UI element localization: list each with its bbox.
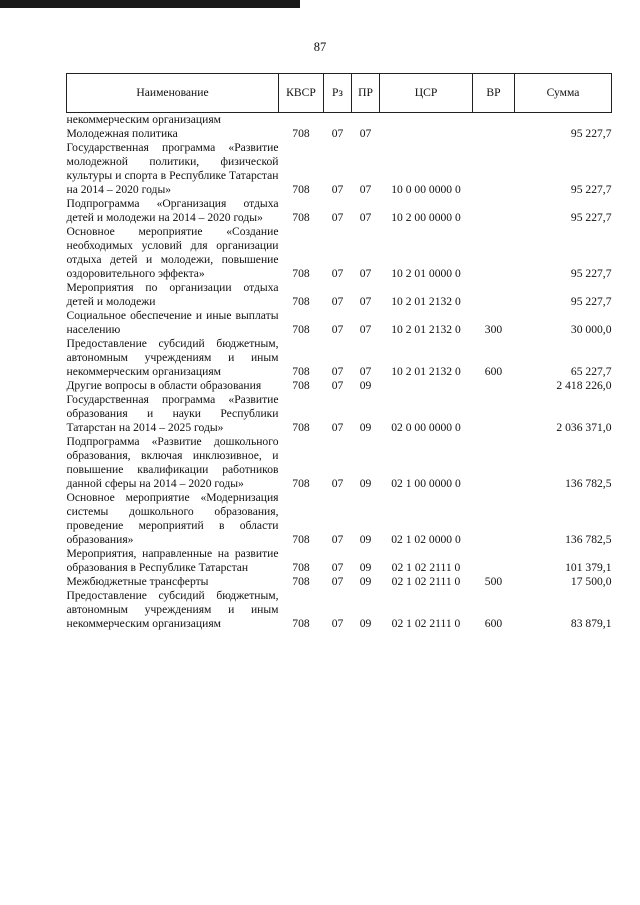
cell-rz: 07 [331, 267, 344, 280]
cell-vr [473, 127, 515, 141]
cell-rz: 07 [331, 323, 344, 336]
cell-name: Социальное обеспечение и иные выплаты населению [66, 309, 279, 336]
cell-sum: 95 227,7 [570, 183, 612, 196]
cell-sum: 83 879,1 [570, 617, 612, 630]
cell-csr: 02 1 02 2111 0 [391, 561, 461, 574]
header-kvsr: КВСР [279, 74, 324, 113]
cell-csr: 10 2 01 2132 0 [391, 295, 461, 308]
header-pr: ПР [352, 74, 380, 113]
cell-pr: 07 [359, 267, 372, 280]
cell-vr [473, 141, 515, 197]
cell-csr [380, 379, 473, 393]
header-csr: ЦСР [380, 74, 473, 113]
cell-name: Молодежная политика [66, 127, 178, 140]
cell-rz: 07 [331, 183, 344, 196]
table-row [67, 127, 612, 141]
cell-kvsr: 708 [292, 421, 310, 434]
cell-csr: 02 1 02 2111 0 [391, 617, 461, 630]
cell-kvsr: 708 [292, 267, 310, 280]
cell-rz: 07 [331, 575, 344, 588]
cell-name: некоммерческим организациям [66, 113, 221, 126]
cell-vr: 600 [484, 617, 503, 630]
table-header-row [67, 74, 612, 113]
cell-kvsr: 708 [292, 323, 310, 336]
cell-pr: 09 [359, 561, 372, 574]
cell-csr [380, 113, 473, 128]
cell-name: Другие вопросы в области образования [66, 379, 262, 392]
cell-name: Подпрограмма «Организация отдыха детей и молодежи на 2014 – 2020 годы» [66, 197, 279, 224]
cell-csr: 10 2 01 2132 0 [391, 323, 461, 336]
cell-sum: 95 227,7 [570, 295, 612, 308]
cell-sum: 136 782,5 [565, 477, 612, 490]
cell-sum: 136 782,5 [565, 533, 612, 546]
cell-vr [473, 379, 515, 393]
table-row [67, 113, 612, 128]
cell-sum: 30 000,0 [570, 323, 612, 336]
cell-pr: 07 [359, 211, 372, 224]
cell-pr: 07 [359, 295, 372, 308]
cell-sum: 95 227,7 [570, 267, 612, 280]
cell-kvsr: 708 [292, 183, 310, 196]
cell-kvsr [279, 113, 324, 128]
header-sum: Сумма [515, 74, 612, 113]
cell-pr: 09 [359, 421, 372, 434]
cell-sum: 95 227,7 [570, 127, 612, 140]
cell-name: Предоставление субсидий бюджетным, автономным учреждениям и иным некоммерческим организациям [66, 589, 279, 630]
cell-rz: 07 [331, 561, 344, 574]
cell-csr: 10 0 00 0000 0 [391, 183, 461, 196]
table-row [67, 197, 612, 225]
cell-sum: 95 227,7 [570, 211, 612, 224]
cell-name: Основное мероприятие «Создание необходимых условий для организации отдыха детей и молодежи, повышение оздоровительного эффекта» [66, 225, 279, 280]
cell-vr [473, 435, 515, 491]
cell-kvsr: 708 [292, 365, 310, 378]
cell-pr: 09 [359, 575, 372, 588]
table-row [67, 225, 612, 281]
table-row [67, 547, 612, 575]
scan-edge-bar [0, 0, 300, 8]
cell-vr [473, 113, 515, 128]
cell-name: Государственная программа «Развитие образования и науки Республики Татарстан на 2014 – 2025 годы» [66, 393, 279, 434]
cell-sum: 101 379,1 [565, 561, 612, 574]
header-vr: ВР [473, 74, 515, 113]
cell-csr: 02 1 02 0000 0 [391, 533, 461, 546]
cell-kvsr: 708 [292, 575, 310, 588]
table-row [67, 393, 612, 435]
cell-kvsr: 708 [292, 533, 310, 546]
cell-pr: 07 [359, 127, 372, 140]
cell-sum: 2 418 226,0 [556, 379, 612, 392]
cell-vr: 500 [484, 575, 503, 588]
table-row [67, 281, 612, 309]
cell-pr: 07 [359, 365, 372, 378]
table-row [67, 309, 612, 337]
cell-vr [473, 197, 515, 225]
cell-rz: 07 [331, 127, 344, 140]
cell-name: Предоставление субсидий бюджетным, автономным учреждениям и иным некоммерческим организациям [66, 337, 279, 378]
cell-kvsr: 708 [292, 617, 310, 630]
page-number: 87 [313, 40, 327, 54]
cell-pr: 09 [359, 477, 372, 490]
cell-pr: 07 [359, 183, 372, 196]
cell-vr: 600 [484, 365, 503, 378]
header-name: Наименование [67, 74, 279, 113]
cell-rz: 07 [331, 617, 344, 630]
header-rz: Рз [324, 74, 352, 113]
cell-vr [473, 393, 515, 435]
cell-kvsr: 708 [292, 211, 310, 224]
cell-name: Основное мероприятие «Модернизация системы дошкольного образования, проведение мероприятий в области образования» [66, 491, 279, 546]
cell-csr: 10 2 01 0000 0 [391, 267, 461, 280]
cell-kvsr: 708 [292, 379, 310, 392]
cell-name: Государственная программа «Развитие молодежной политики, физической культуры и спорта в Республике Татарстан на 2014 – 2020 годы» [66, 141, 279, 196]
cell-sum: 65 227,7 [570, 365, 612, 378]
cell-kvsr: 708 [292, 477, 310, 490]
cell-pr [352, 113, 380, 128]
cell-sum: 2 036 371,0 [556, 421, 612, 434]
cell-kvsr: 708 [292, 127, 310, 140]
table-row [67, 491, 612, 547]
cell-csr: 10 2 00 0000 0 [391, 211, 461, 224]
cell-rz: 07 [331, 211, 344, 224]
cell-name: Мероприятия по организации отдыха детей и молодежи [66, 281, 279, 308]
cell-rz: 07 [331, 365, 344, 378]
cell-pr: 09 [359, 533, 372, 546]
cell-csr [380, 127, 473, 141]
cell-csr: 02 0 00 0000 0 [391, 421, 461, 434]
cell-rz: 07 [331, 533, 344, 546]
table-row [67, 435, 612, 491]
cell-vr [473, 281, 515, 309]
cell-name: Межбюджетные трансферты [66, 575, 209, 588]
table-row [67, 141, 612, 197]
cell-rz: 07 [331, 379, 344, 392]
cell-sum [515, 113, 612, 128]
cell-vr [473, 491, 515, 547]
cell-pr: 09 [359, 379, 372, 392]
cell-rz: 07 [331, 295, 344, 308]
cell-kvsr: 708 [292, 561, 310, 574]
cell-csr: 02 1 02 2111 0 [391, 575, 461, 588]
table-row [67, 379, 612, 393]
table-row [67, 337, 612, 379]
cell-name: Подпрограмма «Развитие дошкольного образования, включая инклюзивное, и повышение квалификации работников данной сферы на 2014 – 2020 годы» [66, 435, 279, 490]
table-row [67, 575, 612, 589]
cell-vr [473, 547, 515, 575]
budget-table [66, 73, 612, 631]
table-row [67, 589, 612, 631]
cell-rz: 07 [331, 421, 344, 434]
cell-kvsr: 708 [292, 295, 310, 308]
cell-csr: 02 1 00 0000 0 [391, 477, 461, 490]
cell-vr [473, 225, 515, 281]
cell-rz: 07 [331, 477, 344, 490]
cell-rz [324, 113, 352, 128]
cell-name: Мероприятия, направленные на развитие образования в Республике Татарстан [66, 547, 279, 574]
cell-pr: 09 [359, 617, 372, 630]
cell-pr: 07 [359, 323, 372, 336]
table-body [67, 113, 612, 632]
cell-vr: 300 [484, 323, 503, 336]
cell-csr: 10 2 01 2132 0 [391, 365, 461, 378]
cell-sum: 17 500,0 [570, 575, 612, 588]
